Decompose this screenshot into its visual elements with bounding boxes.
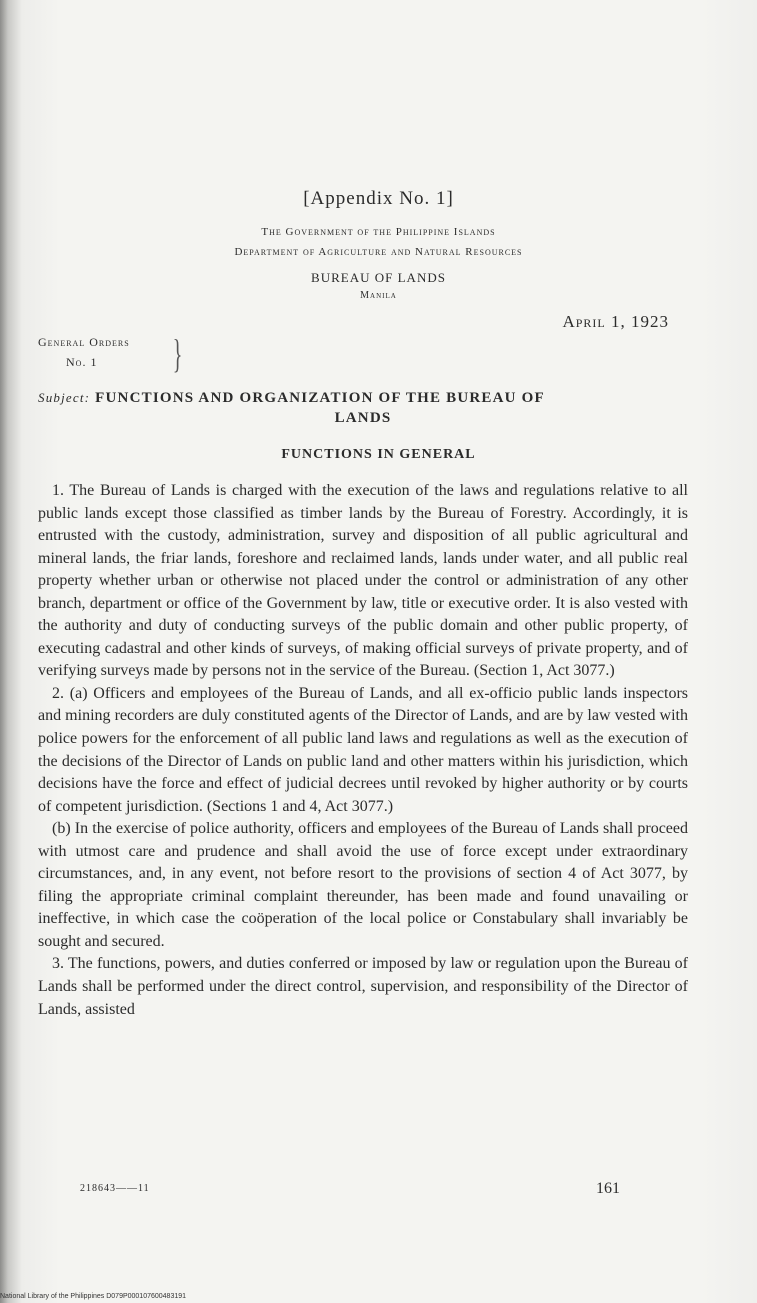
paragraph: 2. (a) Officers and employees of the Bureau of Lands, and all ex-officio public lands inspectors and mining recorders are duly constituted agents of the Director of Lands, and are by law vested with police powers for the enforcement of all public land laws and regulations as well as the execution of the decisions of the Director of Lands on public land and other matters within his jurisdiction, which decisions have the force and effect of judicial decrees until revoked by higher authority or by courts of competent jurisdiction. (Sections 1 and 4, Act 3077.) — [38, 684, 688, 815]
bureau-line: BUREAU OF LANDS — [311, 270, 446, 285]
paragraph: 1. The Bureau of Lands is charged with the execution of the laws and regulations relative to all public lands except those classified as timber lands by the Bureau of Forestry. Accordingly, it is entrusted with the custody, administration, survey and disposition of all public agricultural and mineral lands, the friar lands, foreshore and reclaimed lands, lands under water, and all public real property whether urban or otherwise not placed under the control or administration of any other branch, department or office of the Government by law, title or executive order. It is also vested with the authority and duty of conducting surveys of the public domain and other public property, of executing cadastral and other kinds of surveys, of making official surveys of private property, and of verifying surveys made by persons not in the service of the Bureau. (Section 1, Act 3077.) — [38, 482, 688, 680]
general-orders-label: General Orders — [38, 335, 130, 349]
paragraph: 3. The functions, powers, and duties conferred or imposed by law or regulation upon the Bureau of Lands shall be performed under the direct control, supervision, and responsibility of the Director of Lands, assisted — [38, 955, 688, 1018]
section-heading: FUNCTIONS IN GENERAL — [281, 447, 476, 462]
brace-mark: } — [172, 331, 183, 376]
general-orders — [38, 332, 130, 372]
appendix-label: [Appendix No. 1] — [303, 188, 454, 209]
subject-line-2: LANDS — [334, 410, 392, 426]
print-code: 218643——11 — [80, 1183, 150, 1194]
paragraph: (b) In the exercise of police authority, officers and employees of the Bureau of Lands shall proceed with utmost care and prudence and shall avoid the use of force except under extraordinary circumstances, and, in any event, not before resort to the provisions of section 4 of Act 3077, by filing the appropriate criminal complaint thereunder, has been made and found unavailing or ineffective, in which case the coöperation of the local police or Constabulary shall invariably be sought and secured. — [38, 820, 688, 950]
city-line: Manila — [360, 290, 397, 301]
government-line: The Government of the Philippine Islands — [261, 226, 496, 238]
subject — [38, 388, 688, 428]
general-orders-number: No. 1 — [66, 355, 98, 369]
page-number: 161 — [596, 1180, 620, 1197]
order-date: April 1, 1923 — [562, 312, 669, 331]
subject-line-1: FUNCTIONS AND ORGANIZATION OF THE BUREAU OF — [95, 390, 545, 406]
department-line: Department of Agriculture and Natural Resources — [234, 246, 523, 258]
library-credit: National Library of the Philippines D079P000107600483191 — [0, 1293, 187, 1300]
body-text — [38, 480, 688, 1021]
subject-label: Subject: — [38, 390, 91, 405]
